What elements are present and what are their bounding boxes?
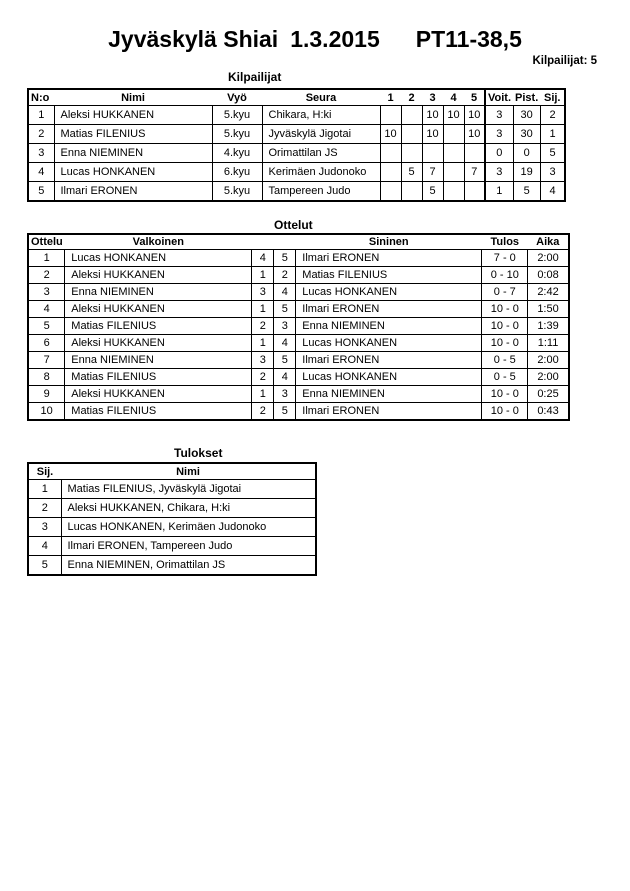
match-score: 0 - 5 <box>482 369 528 386</box>
wins-value: 1 <box>485 182 513 202</box>
col-header-result-sij: Sij. <box>28 463 61 480</box>
round-1-points <box>380 106 401 125</box>
match-number: 3 <box>28 284 65 301</box>
match-score: 10 - 0 <box>482 301 528 318</box>
matches-table <box>27 233 570 421</box>
col-header-vyo: Vyö <box>212 89 262 106</box>
round-2-points <box>401 125 422 144</box>
match-score: 0 - 7 <box>482 284 528 301</box>
col-header-pist: Pist. <box>513 89 540 106</box>
result-competitor: Lucas HONKANEN, Kerimäen Judonoko <box>61 518 316 537</box>
competitor-name: Enna NIEMINEN <box>54 144 212 163</box>
page-title <box>0 26 630 53</box>
match-time: 2:00 <box>528 369 569 386</box>
col-header-sininen: Sininen <box>296 234 482 250</box>
round-3-points: 10 <box>422 125 443 144</box>
competitor-belt: 5.kyu <box>212 182 262 202</box>
col-header-nimi: Nimi <box>54 89 212 106</box>
wins-value: 3 <box>485 125 513 144</box>
match-score: 0 - 10 <box>482 267 528 284</box>
match-time: 2:00 <box>528 250 569 267</box>
col-header-no: N:o <box>28 89 54 106</box>
competitor-belt: 5.kyu <box>212 125 262 144</box>
blue-competitor-name: Lucas HONKANEN <box>296 369 482 386</box>
competitor-belt: 6.kyu <box>212 163 262 182</box>
blue-competitor-number: 3 <box>274 318 296 335</box>
points-value: 30 <box>513 125 540 144</box>
result-row <box>28 556 316 576</box>
white-competitor-name: Matias FILENIUS <box>65 369 252 386</box>
competitor-number: 2 <box>28 125 54 144</box>
results-header-row <box>28 463 316 480</box>
col-header-round-4: 4 <box>443 89 464 106</box>
points-value: 0 <box>513 144 540 163</box>
result-competitor: Matias FILENIUS, Jyväskylä Jigotai <box>61 480 316 499</box>
match-number: 5 <box>28 318 65 335</box>
round-4-points <box>443 125 464 144</box>
col-header-seura: Seura <box>262 89 380 106</box>
round-3-points <box>422 144 443 163</box>
section-title-matches: Ottelut <box>274 218 313 232</box>
white-competitor-number: 3 <box>252 352 274 369</box>
match-number: 10 <box>28 403 65 421</box>
round-5-points <box>464 182 485 202</box>
match-time: 2:00 <box>528 352 569 369</box>
blue-competitor-number: 2 <box>274 267 296 284</box>
round-3-points: 5 <box>422 182 443 202</box>
title-date: 1.3.2015 <box>290 26 380 52</box>
competitor-row <box>28 106 565 125</box>
match-row <box>28 284 569 301</box>
placement-value: 4 <box>540 182 565 202</box>
blue-competitor-name: Lucas HONKANEN <box>296 284 482 301</box>
blue-competitor-number: 5 <box>274 403 296 421</box>
round-5-points: 7 <box>464 163 485 182</box>
competitor-name: Matias FILENIUS <box>54 125 212 144</box>
points-value: 5 <box>513 182 540 202</box>
section-title-results: Tulokset <box>174 446 223 460</box>
result-placement: 2 <box>28 499 61 518</box>
white-competitor-name: Aleksi HUKKANEN <box>65 386 252 403</box>
white-competitor-name: Lucas HONKANEN <box>65 250 252 267</box>
placement-value: 1 <box>540 125 565 144</box>
match-time: 0:08 <box>528 267 569 284</box>
white-competitor-number: 1 <box>252 267 274 284</box>
placement-value: 2 <box>540 106 565 125</box>
competitor-number: 4 <box>28 163 54 182</box>
competitor-count: Kilpailijat: 5 <box>532 55 597 67</box>
match-row <box>28 386 569 403</box>
col-header-white-number <box>252 234 274 250</box>
white-competitor-name: Aleksi HUKKANEN <box>65 335 252 352</box>
round-2-points <box>401 182 422 202</box>
blue-competitor-number: 4 <box>274 335 296 352</box>
white-competitor-number: 1 <box>252 386 274 403</box>
wins-value: 3 <box>485 106 513 125</box>
blue-competitor-name: Ilmari ERONEN <box>296 250 482 267</box>
match-time: 0:43 <box>528 403 569 421</box>
white-competitor-number: 2 <box>252 369 274 386</box>
col-header-sij: Sij. <box>540 89 565 106</box>
match-number: 2 <box>28 267 65 284</box>
competitor-belt: 5.kyu <box>212 106 262 125</box>
result-row <box>28 499 316 518</box>
placement-value: 5 <box>540 144 565 163</box>
competitor-number: 1 <box>28 106 54 125</box>
col-header-round-1: 1 <box>380 89 401 106</box>
match-row <box>28 318 569 335</box>
title-event: Jyväskylä Shiai <box>108 26 279 52</box>
competitor-number: 3 <box>28 144 54 163</box>
round-4-points: 10 <box>443 106 464 125</box>
competitor-club: Jyväskylä Jigotai <box>262 125 380 144</box>
match-score: 0 - 5 <box>482 352 528 369</box>
match-score: 10 - 0 <box>482 318 528 335</box>
white-competitor-number: 3 <box>252 284 274 301</box>
competitor-name: Aleksi HUKKANEN <box>54 106 212 125</box>
competitor-belt: 4.kyu <box>212 144 262 163</box>
competitor-row <box>28 182 565 202</box>
blue-competitor-name: Ilmari ERONEN <box>296 301 482 318</box>
match-time: 1:50 <box>528 301 569 318</box>
section-title-competitors: Kilpailijat <box>228 70 282 84</box>
points-value: 19 <box>513 163 540 182</box>
match-score: 7 - 0 <box>482 250 528 267</box>
white-competitor-name: Enna NIEMINEN <box>65 284 252 301</box>
wins-value: 3 <box>485 163 513 182</box>
match-row <box>28 267 569 284</box>
title-category: PT11-38,5 <box>415 26 522 52</box>
competitor-club: Chikara, H:ki <box>262 106 380 125</box>
col-header-tulos: Tulos <box>482 234 528 250</box>
blue-competitor-number: 5 <box>274 250 296 267</box>
competitor-club: Kerimäen Judonoko <box>262 163 380 182</box>
match-number: 1 <box>28 250 65 267</box>
matches-header-row <box>28 234 569 250</box>
round-1-points <box>380 163 401 182</box>
competitor-club: Tampereen Judo <box>262 182 380 202</box>
match-number: 6 <box>28 335 65 352</box>
white-competitor-name: Matias FILENIUS <box>65 318 252 335</box>
blue-competitor-number: 4 <box>274 284 296 301</box>
match-score: 10 - 0 <box>482 335 528 352</box>
col-header-blue-number <box>274 234 296 250</box>
match-time: 1:39 <box>528 318 569 335</box>
round-1-points <box>380 144 401 163</box>
round-4-points <box>443 182 464 202</box>
match-row <box>28 369 569 386</box>
blue-competitor-number: 5 <box>274 352 296 369</box>
match-row <box>28 250 569 267</box>
competitor-row <box>28 163 565 182</box>
blue-competitor-name: Lucas HONKANEN <box>296 335 482 352</box>
white-competitor-name: Aleksi HUKKANEN <box>65 267 252 284</box>
round-1-points: 10 <box>380 125 401 144</box>
match-row <box>28 352 569 369</box>
white-competitor-name: Aleksi HUKKANEN <box>65 301 252 318</box>
match-score: 10 - 0 <box>482 403 528 421</box>
blue-competitor-name: Ilmari ERONEN <box>296 403 482 421</box>
result-placement: 3 <box>28 518 61 537</box>
competitors-table <box>27 88 566 202</box>
blue-competitor-number: 4 <box>274 369 296 386</box>
round-2-points <box>401 106 422 125</box>
white-competitor-name: Enna NIEMINEN <box>65 352 252 369</box>
results-table <box>27 462 317 576</box>
white-competitor-number: 2 <box>252 403 274 421</box>
white-competitor-number: 1 <box>252 335 274 352</box>
competitor-row <box>28 125 565 144</box>
white-competitor-number: 1 <box>252 301 274 318</box>
blue-competitor-name: Ilmari ERONEN <box>296 352 482 369</box>
col-header-ottelu: Ottelu <box>28 234 65 250</box>
match-number: 7 <box>28 352 65 369</box>
round-2-points: 5 <box>401 163 422 182</box>
round-4-points <box>443 144 464 163</box>
col-header-result-nimi: Nimi <box>61 463 316 480</box>
col-header-round-2: 2 <box>401 89 422 106</box>
blue-competitor-name: Enna NIEMINEN <box>296 386 482 403</box>
white-competitor-number: 4 <box>252 250 274 267</box>
wins-value: 0 <box>485 144 513 163</box>
competitors-header-row <box>28 89 565 106</box>
result-competitor: Aleksi HUKKANEN, Chikara, H:ki <box>61 499 316 518</box>
match-row <box>28 335 569 352</box>
col-header-valkoinen: Valkoinen <box>65 234 252 250</box>
competitor-number: 5 <box>28 182 54 202</box>
result-row <box>28 518 316 537</box>
blue-competitor-number: 5 <box>274 301 296 318</box>
white-competitor-name: Matias FILENIUS <box>65 403 252 421</box>
round-2-points <box>401 144 422 163</box>
round-3-points: 10 <box>422 106 443 125</box>
result-competitor: Ilmari ERONEN, Tampereen Judo <box>61 537 316 556</box>
match-row <box>28 301 569 318</box>
competitor-row <box>28 144 565 163</box>
match-number: 9 <box>28 386 65 403</box>
points-value: 30 <box>513 106 540 125</box>
result-row <box>28 537 316 556</box>
col-header-aika: Aika <box>528 234 569 250</box>
result-competitor: Enna NIEMINEN, Orimattilan JS <box>61 556 316 576</box>
result-placement: 5 <box>28 556 61 576</box>
match-score: 10 - 0 <box>482 386 528 403</box>
result-row <box>28 480 316 499</box>
match-number: 4 <box>28 301 65 318</box>
result-placement: 1 <box>28 480 61 499</box>
round-1-points <box>380 182 401 202</box>
match-time: 1:11 <box>528 335 569 352</box>
competitor-name: Ilmari ERONEN <box>54 182 212 202</box>
white-competitor-number: 2 <box>252 318 274 335</box>
round-5-points <box>464 144 485 163</box>
round-4-points <box>443 163 464 182</box>
col-header-voit: Voit. <box>485 89 513 106</box>
round-5-points: 10 <box>464 106 485 125</box>
col-header-round-5: 5 <box>464 89 485 106</box>
match-row <box>28 403 569 421</box>
blue-competitor-name: Matias FILENIUS <box>296 267 482 284</box>
blue-competitor-name: Enna NIEMINEN <box>296 318 482 335</box>
match-time: 0:25 <box>528 386 569 403</box>
placement-value: 3 <box>540 163 565 182</box>
result-placement: 4 <box>28 537 61 556</box>
competitor-name: Lucas HONKANEN <box>54 163 212 182</box>
match-time: 2:42 <box>528 284 569 301</box>
blue-competitor-number: 3 <box>274 386 296 403</box>
round-3-points: 7 <box>422 163 443 182</box>
match-number: 8 <box>28 369 65 386</box>
competitor-club: Orimattilan JS <box>262 144 380 163</box>
col-header-round-3: 3 <box>422 89 443 106</box>
round-5-points: 10 <box>464 125 485 144</box>
